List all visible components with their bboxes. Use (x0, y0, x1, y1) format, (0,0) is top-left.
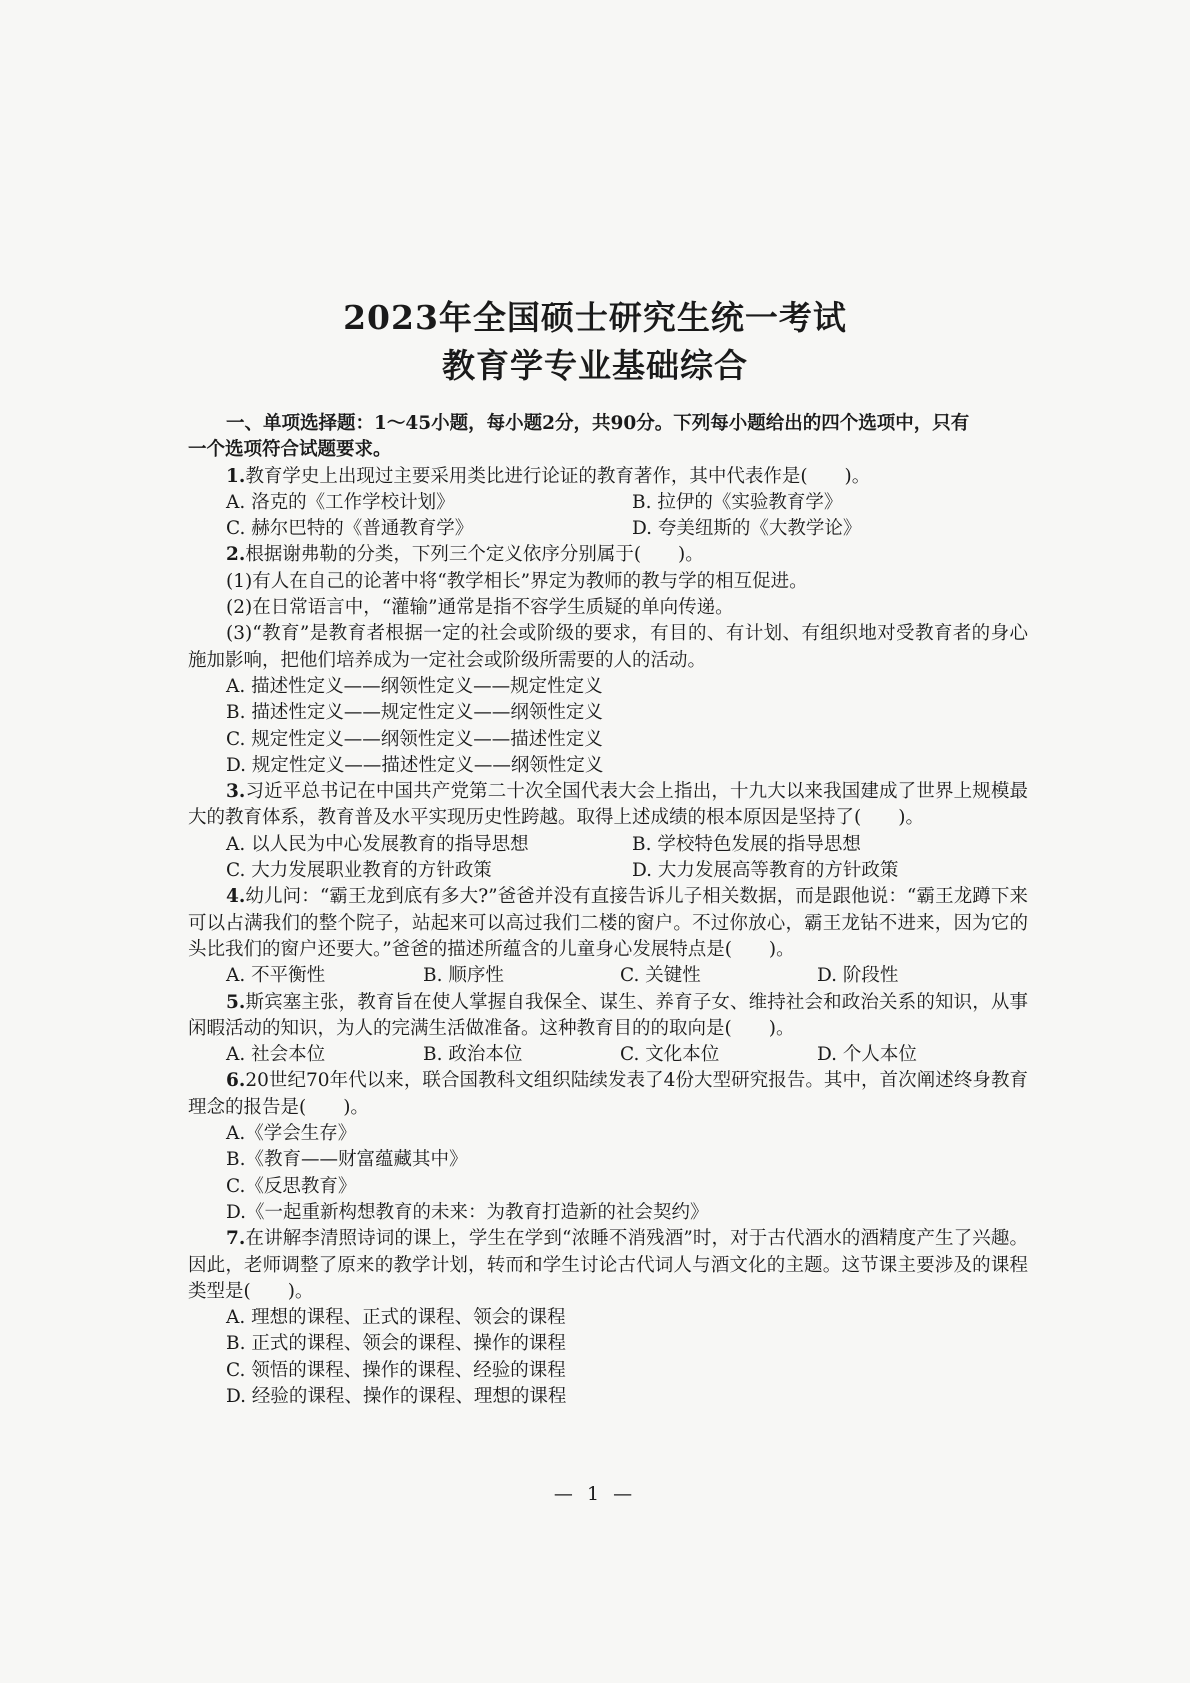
option-a: A. 理想的课程、正式的课程、领会的课程 (226, 1307, 566, 1329)
question-stem: 根据谢弗勒的分类，下列三个定义依序分别属于( )。 (245, 544, 704, 566)
option-b: B. 顺序性 (423, 965, 504, 987)
option-c: C. 文化本位 (620, 1044, 720, 1066)
question-number: 3. (226, 781, 246, 803)
option-b: B. 正式的课程、领会的课程、操作的课程 (226, 1333, 566, 1355)
option-d: D.《一起重新构想教育的未来：为教育打造新的社会契约》 (226, 1201, 709, 1223)
option-a: A. 描述性定义——纲领性定义——规定性定义 (226, 675, 603, 697)
option-a: A. 洛克的《工作学校计划》 (226, 491, 455, 513)
option-d: D. 个人本位 (817, 1044, 917, 1066)
question-number: 7. (226, 1228, 246, 1250)
option-b: B. 描述性定义——规定性定义——纲领性定义 (226, 702, 603, 724)
option-b: B. 学校特色发展的指导思想 (632, 833, 861, 855)
options-row (188, 832, 1028, 858)
option-d: D. 规定性定义——描述性定义——纲领性定义 (226, 754, 604, 776)
option-a: A. 以人民为中心发展教育的指导思想 (226, 833, 529, 855)
option-c: C. 关键性 (620, 965, 701, 987)
question-number: 2. (226, 544, 246, 566)
option-c: C. 规定性定义——纲领性定义——描述性定义 (226, 728, 603, 750)
option-d: D. 夸美纽斯的《大教学论》 (632, 518, 862, 540)
options-row (188, 858, 1028, 884)
question-stem: 20世纪70年代以来，联合国教科文组织陆续发表了4份大型研究报告。其中，首次阐述终身教育理念的报告是( )。 (188, 1070, 1028, 1118)
question-number: 5. (226, 991, 246, 1013)
question-stem: 在讲解李清照诗词的课上，学生在学到“浓睡不消残酒”时，对于古代酒水的酒精度产生了兴趣。因此，老师调整了原来的教学计划，转而和学生讨论古代词人与酒文化的主题。这节课主要涉及的课程类型是( )。 (188, 1228, 1028, 1302)
option-d: D. 经验的课程、操作的课程、理想的课程 (226, 1385, 567, 1407)
exam-subtitle: 教育学专业基础综合 (442, 346, 748, 385)
options-row (188, 490, 1028, 516)
question-3 (188, 779, 1028, 832)
question-7 (188, 1226, 1028, 1305)
option-b: B. 政治本位 (423, 1044, 523, 1066)
section-heading: 一、单项选择题：1～45小题，每小题2分，共90分。下列每小题给出的四个选项中，只有 (226, 413, 970, 434)
question-stem: 幼儿问：“霸王龙到底有多大?”爸爸并没有直接告诉儿子相关数据，而是跟他说：“霸王龙蹲下来可以占满我们的整个院子，站起来可以高过我们二楼的窗户。不过你放心，霸王龙钻不进来，因为它的头比我们的窗户还要大。”爸爸的描述所蕴含的儿童身心发展特点是( )。 (188, 886, 1028, 960)
question-6 (188, 1068, 1028, 1121)
option-a: A.《学会生存》 (226, 1123, 357, 1145)
option-a: A. 不平衡性 (226, 965, 326, 987)
definition-item-2: (2)在日常语言中，“灌输”通常是指不容学生质疑的单向传递。 (226, 597, 734, 619)
page-number: — 1 — (553, 1483, 637, 1505)
option-c: C. 领悟的课程、操作的课程、经验的课程 (226, 1359, 566, 1381)
question-number: 4. (226, 886, 246, 908)
option-b: B.《教育——财富蕴藏其中》 (226, 1149, 468, 1171)
question-4 (188, 884, 1028, 963)
question-number: 1. (226, 465, 246, 487)
option-c: C.《反思教育》 (226, 1175, 357, 1197)
option-c: C. 大力发展职业教育的方针政策 (226, 860, 492, 882)
option-a: A. 社会本位 (226, 1044, 326, 1066)
question-1 (188, 464, 1028, 490)
definition-item-3: (3)“教育”是教育者根据一定的社会或阶级的要求，有目的、有计划、有组织地对受教育者的身心施加影响，把他们培养成为一定社会或阶级所需要的人的活动。 (188, 623, 1028, 671)
question-stem: 斯宾塞主张，教育旨在使人掌握自我保全、谋生、养育子女、维持社会和政治关系的知识，从事闲暇活动的知识，为人的完满生活做准备。这种教育目的的取向是( )。 (188, 991, 1028, 1039)
option-c: C. 赫尔巴特的《普通教育学》 (226, 518, 474, 540)
question-stem: 习近平总书记在中国共产党第二十次全国代表大会上指出，十九大以来我国建成了世界上规模最大的教育体系，教育普及水平实现历史性跨越。取得上述成绩的根本原因是坚持了( )。 (188, 781, 1028, 829)
question-stem: 教育学史上出现过主要采用类比进行论证的教育著作，其中代表作是( )。 (245, 465, 871, 487)
option-d: D. 大力发展高等教育的方针政策 (632, 860, 899, 882)
question-number: 6. (226, 1070, 246, 1092)
options-row (188, 516, 1028, 542)
options-row (188, 963, 1028, 989)
options-row (188, 1042, 1028, 1068)
definition-item-1: (1)有人在自己的论著中将“教学相长”界定为教师的教与学的相互促进。 (226, 570, 808, 592)
exam-content (188, 411, 1028, 1410)
option-b: B. 拉伊的《实验教育学》 (632, 491, 843, 513)
question-2 (188, 542, 1028, 568)
question-5 (188, 990, 1028, 1043)
option-d: D. 阶段性 (817, 965, 899, 987)
exam-title: 2023年全国硕士研究生统一考试 (343, 298, 847, 337)
section-heading-cont: 一个选项符合试题要求。 (188, 439, 392, 461)
